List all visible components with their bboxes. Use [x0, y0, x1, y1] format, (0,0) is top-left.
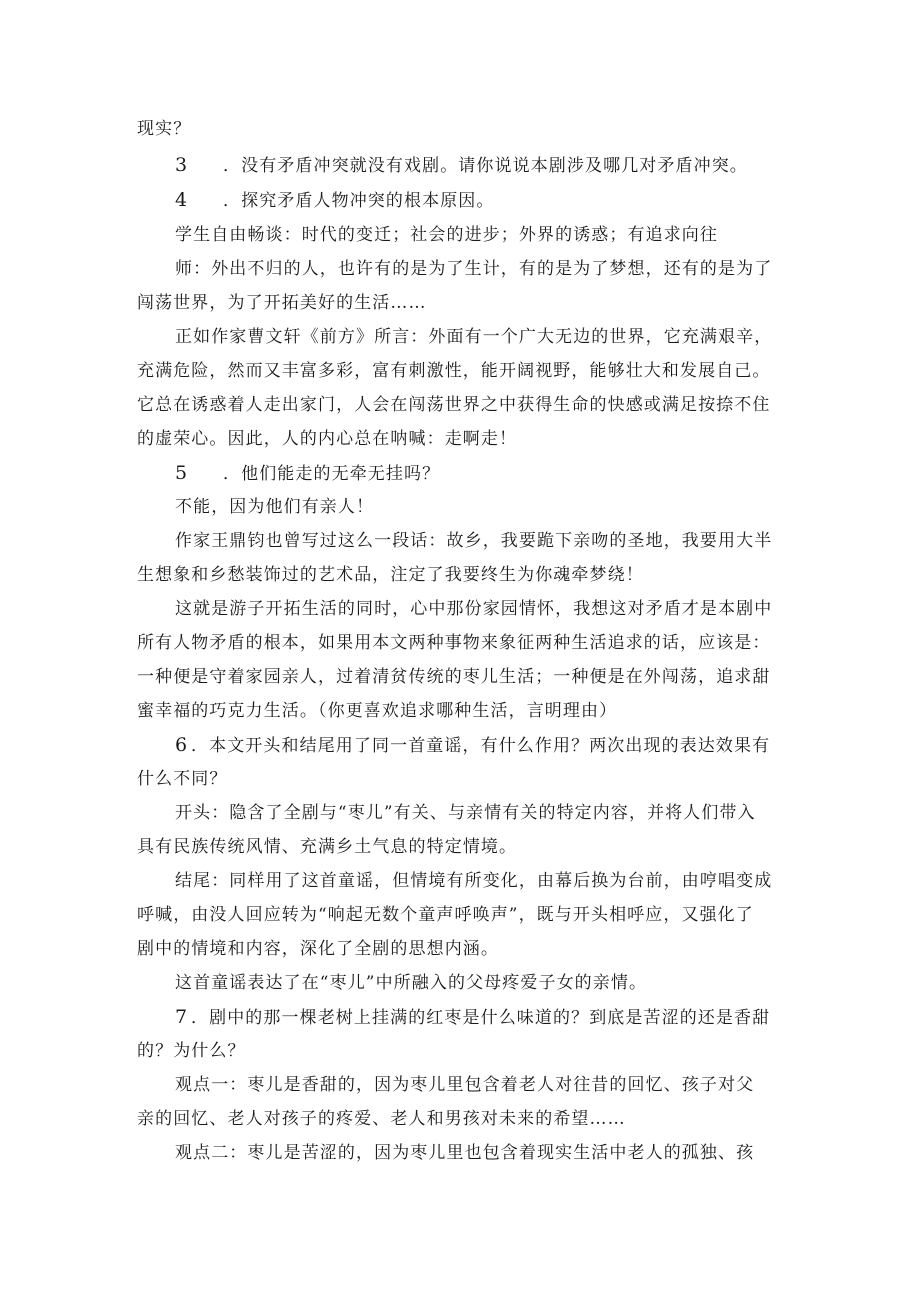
text-line: 所有人物矛盾的根本，如果用本文两种事物来象征两种生活追求的话，应该是：: [137, 633, 771, 653]
text-line: 观点一：枣儿是香甜的，因为枣儿里包含着老人对往昔的回忆、孩子对父: [175, 1075, 755, 1095]
text-line: 学生自由畅谈：时代的变迁；社会的进步；外界的诱惑；有追求向往: [175, 225, 718, 245]
question-number: 3: [175, 154, 188, 176]
text-line: 什么不同？: [137, 769, 228, 789]
text-line: 一种便是守着家园亲人，过着清贫传统的枣儿生活；一种便是在外闯荡，追求甜: [137, 667, 771, 687]
text-line: 剧中的情境和内容，深化了全剧的思想内涵。: [137, 939, 499, 959]
text-line: 师：外出不归的人，也许有的是为了生计，有的是为了梦想，还有的是为了: [175, 259, 773, 279]
question-text: ．他们能走的无牵无挂吗？: [223, 464, 441, 484]
text-line: 这首童谣表达了在“枣儿”中所融入的父母疼爱子女的亲情。: [175, 973, 648, 993]
text-line: 亲的回忆、老人对孩子的疼爱、老人和男孩对未来的希望……: [137, 1109, 626, 1129]
question-text: ．探究矛盾人物冲突的根本原因。: [223, 191, 495, 211]
text-line: 这就是游子开拓生活的同时，心中那份家园情怀，我想这对矛盾才是本剧中: [175, 599, 773, 619]
question-text: ．本文开头和结尾用了同一首童谣，有什么作用？两次出现的表达效果有: [191, 736, 771, 756]
text-line: 现实？: [137, 119, 192, 139]
text-line: 开头：隐含了全剧与“枣儿”有关、与亲情有关的特定内容，并将人们带入: [175, 803, 756, 823]
text-line: 充满危险，然而又丰富多彩，富有刺激性，能开阔视野，能够壮大和发展自己。: [137, 361, 771, 381]
text-line: 的？为什么？: [137, 1041, 246, 1061]
text-line: 蜜幸福的巧克力生活。（你更喜欢追求哪种生活，言明理由）: [137, 701, 618, 721]
text-line: 生想象和乡愁装饰过的艺术品，注定了我要终生为你魂牵梦绕！: [137, 565, 644, 585]
text-line: 呼喊，由没人回应转为“响起无数个童声呼唤声”，既与开头相呼应，又强化了: [137, 905, 754, 925]
question-text: ．剧中的那一棵老树上挂满的红枣是什么味道的？到底是苦涩的还是香甜: [191, 1008, 771, 1028]
text-line: 闯荡世界，为了开拓美好的生活……: [137, 293, 427, 313]
question-number: 4: [175, 189, 188, 211]
text-line: 作家王鼎钧也曾写过这么一段话：故乡，我要跪下亲吻的圣地，我要用大半: [175, 531, 773, 551]
text-line: 正如作家曹文轩《前方》所言：外面有一个广大无边的世界，它充满艰辛，: [175, 327, 773, 347]
text-line: 观点二：枣儿是苦涩的，因为枣儿里也包含着现实生活中老人的孤独、孩: [175, 1143, 755, 1163]
question-number: 7: [175, 1006, 188, 1028]
question-7: [175, 1006, 770, 1029]
text-line: 的虚荣心。因此，人的内心总在呐喊：走啊走！: [137, 429, 518, 449]
text-line: 它总在诱惑着人走出家门，人会在闯荡世界之中获得生命的快感或满足按捺不住: [137, 395, 771, 415]
question-6: [175, 734, 770, 757]
text-line: 不能，因为他们有亲人！: [175, 497, 375, 517]
text-line: 结尾：同样用了这首童谣，但情境有所变化，由幕后换为台前，由哼唱变成: [175, 871, 773, 891]
question-number: 6: [175, 734, 188, 756]
question-5: [175, 462, 440, 485]
question-number: 5: [175, 462, 188, 484]
text-line: 具有民族传统风情、充满乡土气息的特定情境。: [137, 837, 518, 857]
question-3: [175, 154, 748, 177]
question-4: [175, 189, 495, 212]
question-text: ．没有矛盾冲突就没有戏剧。请你说说本剧涉及哪几对矛盾冲突。: [223, 156, 748, 176]
